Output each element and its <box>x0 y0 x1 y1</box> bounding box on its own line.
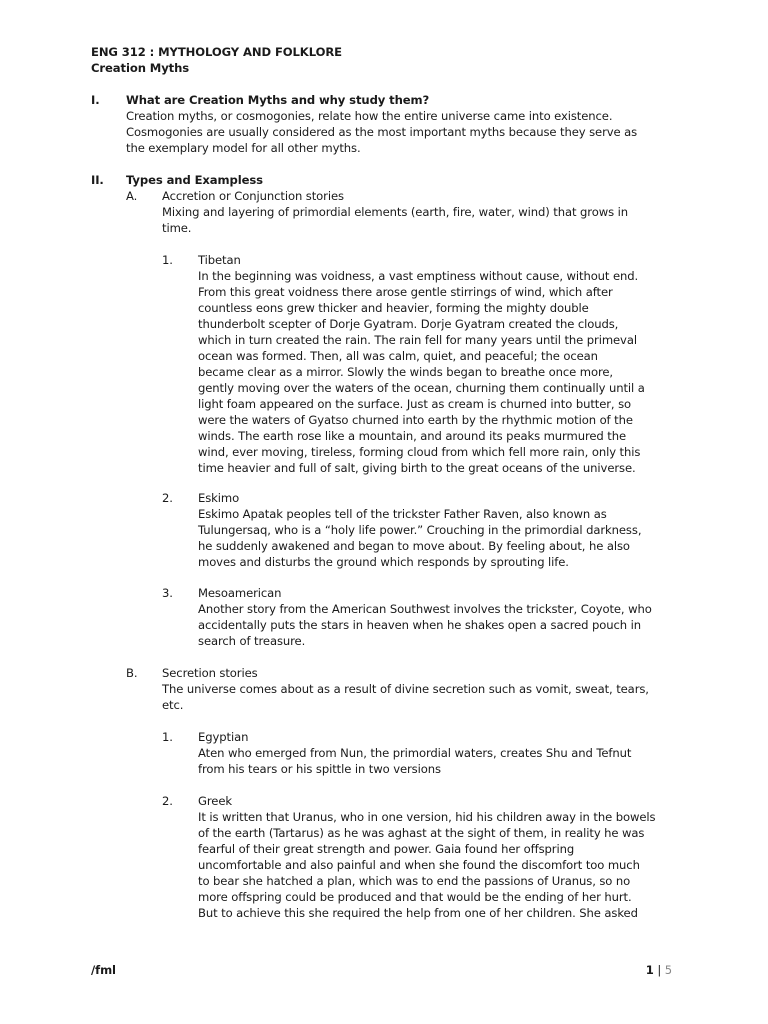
text-line: ocean was formed. Then, all was calm, quiet, and peaceful; the ocean <box>198 349 598 363</box>
text-line: In the beginning was voidness, a vast emptiness without cause, without end. <box>198 269 639 283</box>
text-line: more offspring could be produced and that would be the ending of her hurt. <box>198 890 632 904</box>
text-line: search of treasure. <box>198 634 306 648</box>
text-line: From this great voidness there arose gentle stirrings of wind, which after <box>198 285 613 299</box>
text-line: Aten who emerged from Nun, the primordial waters, creates Shu and Tefnut <box>198 746 632 760</box>
item-body-eskimo <box>198 506 641 570</box>
text-line: winds. The earth rose like a mountain, and around its peaks murmured the <box>198 429 626 443</box>
text-line: But to achieve this she required the help from one of her children. She asked <box>198 906 638 920</box>
text-line: Eskimo Apatak peoples tell of the trickster Father Raven, also known as <box>198 507 607 521</box>
text-line: of the earth (Tartarus) as he was aghast at the sight of them, in reality he was <box>198 826 645 840</box>
text-line: were the waters of Gyatso churned into earth by the rhythmic motion of the <box>198 413 633 427</box>
subsection-b-letter: B. <box>126 666 138 680</box>
item-title-greek: Greek <box>198 794 232 808</box>
item-body-greek <box>198 809 655 921</box>
subsection-a-letter: A. <box>126 189 138 203</box>
text-line: became clear as a mirror. Slowly the winds began to breathe once more, <box>198 365 613 379</box>
document-topic: Creation Myths <box>91 61 190 75</box>
footer-initials: /fml <box>91 963 116 977</box>
text-line: Mixing and layering of primordial elements (earth, fire, water, wind) that grows in <box>162 205 628 219</box>
text-line: time. <box>162 221 192 235</box>
text-line: time heavier and full of salt, giving birth to the great oceans of the universe. <box>198 461 636 475</box>
item-number: 1. <box>162 730 173 744</box>
section-1-body <box>126 108 637 156</box>
subsection-b-description <box>162 681 649 713</box>
section-1-heading: What are Creation Myths and why study them? <box>126 93 430 107</box>
section-2-heading: Types and Exampless <box>126 173 263 187</box>
text-line: moves and disturbs the ground which responds by sprouting life. <box>198 555 569 569</box>
text-line: he suddenly awakened and began to move about. By feeling about, he also <box>198 539 630 553</box>
item-title-tibetan: Tibetan <box>198 253 241 267</box>
text-line: gently moving over the waters of the ocean, churning them continually until a <box>198 381 645 395</box>
page-number: 1 <box>645 963 654 977</box>
subsection-a-description <box>162 204 628 236</box>
text-line: from his tears or his spittle in two versions <box>198 762 441 776</box>
item-title-mesoamerican: Mesoamerican <box>198 586 282 600</box>
text-line: etc. <box>162 698 184 712</box>
total-pages: 5 <box>664 963 672 977</box>
course-title: ENG 312 : MYTHOLOGY AND FOLKLORE <box>91 45 342 59</box>
section-2-numeral: II. <box>91 173 104 187</box>
subsection-b-title: Secretion stories <box>162 666 258 680</box>
text-line: countless eons grew thicker and heavier, forming the mighty double <box>198 301 589 315</box>
item-body-tibetan <box>198 268 645 476</box>
item-body-egyptian <box>198 745 631 777</box>
text-line: to bear she hatched a plan, which was to end the passions of Uranus, so no <box>198 874 631 888</box>
item-number: 2. <box>162 491 173 505</box>
text-line: the exemplary model for all other myths. <box>126 141 361 155</box>
text-line: wind, ever moving, tireless, forming cloud from which fell more rain, only this <box>198 445 641 459</box>
page-indicator <box>646 962 672 978</box>
text-line: light foam appeared on the surface. Just as cream is churned into butter, so <box>198 397 632 411</box>
text-line: Creation myths, or cosmogonies, relate how the entire universe came into existence. <box>126 109 613 123</box>
text-line: fearful of their great strength and power. Gaia found her offspring <box>198 842 575 856</box>
text-line: which in turn created the rain. The rain fell for many years until the primeval <box>198 333 637 347</box>
item-number: 2. <box>162 794 173 808</box>
text-line: accidentally puts the stars in heaven when he shakes open a sacred pouch in <box>198 618 642 632</box>
item-body-mesoamerican <box>198 601 652 649</box>
text-line: The universe comes about as a result of divine secretion such as vomit, sweat, tears, <box>162 682 649 696</box>
text-line: uncomfortable and also painful and when she found the discomfort too much <box>198 858 640 872</box>
text-line: thunderbolt scepter of Dorje Gyatram. Dorje Gyatram created the clouds, <box>198 317 619 331</box>
item-number: 3. <box>162 586 173 600</box>
subsection-a-title: Accretion or Conjunction stories <box>162 189 344 203</box>
item-title-eskimo: Eskimo <box>198 491 240 505</box>
item-number: 1. <box>162 253 173 267</box>
item-title-egyptian: Egyptian <box>198 730 249 744</box>
section-1-numeral: I. <box>91 93 100 107</box>
page-separator: | <box>657 963 662 977</box>
text-line: Tulungersaq, who is a “holy life power.” Crouching in the primordial darkness, <box>198 523 642 537</box>
text-line: Another story from the American Southwest involves the trickster, Coyote, who <box>198 602 652 616</box>
text-line: Cosmogonies are usually considered as the most important myths because they serve as <box>126 125 638 139</box>
text-line: It is written that Uranus, who in one version, hid his children away in the bowels <box>198 810 656 824</box>
